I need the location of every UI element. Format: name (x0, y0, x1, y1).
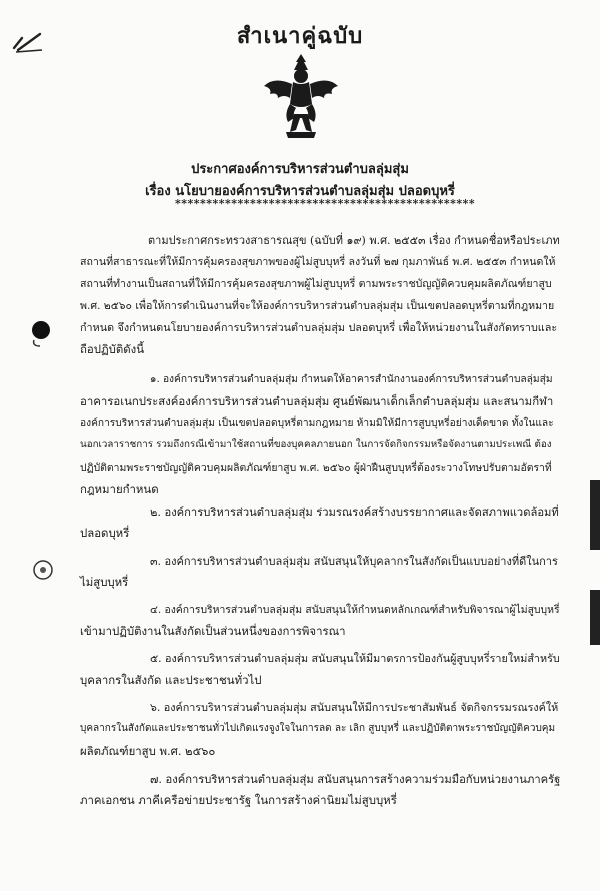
intro-line: ตามประกาศกระทรวงสาธารณสุข (ฉบับที่ ๑๙) พ.ศ. ๒๕๕๓ เรื่อง กำหนดชื่อหรือประเภท (148, 234, 560, 247)
policy-item-line: นอกเวลาราชการ รวมถึงกรณีเข้ามาใช้สถานที่ของบุคคลภายนอก ในการจัดกิจกรรมหรือจัดงานตามประเพณี ต้อง (80, 439, 552, 450)
policy-item-line: ๔. องค์การบริหารส่วนตำบลลุ่มสุ่ม สนับสนุนให้กำหนดหลักเกณฑ์สำหรับพิจารณาผู้ไม่สูบบุหรี่ (150, 604, 560, 616)
policy-item-line: ๓. องค์การบริหารส่วนตำบลลุ่มสุ่ม สนับสนุนให้บุคลากรในสังกัดเป็นแบบอย่างที่ดีในการ (150, 555, 558, 568)
policy-item-line: บุคลากรในสังกัด และประชาชนทั่วไป (80, 673, 262, 687)
garuda-emblem-icon (260, 52, 342, 140)
policy-item-line: ๖. องค์การบริหารส่วนตำบลลุ่มสุ่ม สนับสนุนให้มีการประชาสัมพันธ์ จัดกิจกรรมรณรงค์ให้ (150, 701, 559, 714)
policy-item-line: ๒. องค์การบริหารส่วนตำบลลุ่มสุ่ม ร่วมรณรงค์สร้างบรรยากาศและจัดสภาพแวดล้อมที่ (150, 506, 559, 519)
policy-item-line: องค์การบริหารส่วนตำบลลุ่มสุ่ม เป็นเขตปลอดบุหรี่ตามกฎหมาย ห้ามมิให้มีการสูบบุหรี่อย่างเด็ดขาด ทั้งในและ (80, 418, 554, 429)
policy-item-line: ๕. องค์การบริหารส่วนตำบลลุ่มสุ่ม สนับสนุนให้มีมาตรการป้องกันผู้สูบบุหรี่รายใหม่สำหรับ (150, 652, 560, 665)
policy-item-line: กฎหมายกำหนด (80, 482, 159, 496)
punch-hole-icon (28, 318, 54, 348)
intro-line: สถานที่ทำงานเป็นสถานที่ให้มีการคุ้มครองสุขภาพผู้ไม่สูบบุหรี่ ตามพระราชบัญญัติควบคุมผลิตภัณฑ์ยาสูบ (80, 278, 552, 290)
policy-item-line: ๗. องค์การบริหารส่วนตำบลลุ่มสุ่ม สนับสนุนการสร้างความร่วมมือกับหน่วยงานภาครัฐ (150, 773, 561, 786)
copy-stamp-title: สำเนาคู่ฉบับ (236, 23, 364, 49)
punch-hole-icon (30, 556, 56, 586)
policy-item-line: ผลิตภัณฑ์ยาสูบ พ.ศ. ๒๕๖๐ (80, 744, 216, 758)
policy-item-line: บุคลากรในสังกัดและประชาชนทั่วไปเกิดแรงจูงใจในการลด ละ เลิก สูบบุหรี่ และปฏิบัติตาพระราชบัญญัติควบคุม (80, 723, 556, 734)
policy-item-line: ปลอดบุหรี่ (80, 526, 130, 540)
policy-item-line: อาคารอเนกประสงค์องค์การบริหารส่วนตำบลลุ่มสุ่ม ศูนย์พัฒนาเด็กเล็กตำบลลุ่มสุ่ม และสนามกีฬา (80, 394, 554, 408)
policy-item-line: เข้ามาปฏิบัติงานในสังกัดเป็นส่วนหนึ่งของการพิจารณา (80, 624, 346, 638)
policy-item-line: ปฏิบัติตามพระราชบัญญัติควบคุมผลิตภัณฑ์ยาสูบ พ.ศ. ๒๕๖๐ ผู้ฝ่าฝืนสูบบุหรี่ต้องระวางโทษปรับตามอัตราที่ (80, 462, 552, 474)
intro-line: กำหนด จึงกำหนดนโยบายองค์การบริหารส่วนตำบลลุ่มสุ่ม ปลอดบุหรี่ เพื่อให้หน่วยงานในสังกัดทราบและ (80, 321, 558, 334)
policy-item-line: ภาคเอกชน ภาคีเครือข่ายประชารัฐ ในการสร้างค่านิยมไม่สูบบุหรี่ (80, 793, 397, 807)
scan-edge-mark (590, 480, 600, 550)
scan-edge-mark (590, 590, 600, 645)
announcement-subject: เรื่อง นโยบายองค์การบริหารส่วนตำบลลุ่มสุ่ม ปลอดบุหรี่ (145, 184, 455, 199)
announcement-heading: ประกาศองค์การบริหารส่วนตำบลลุ่มสุ่ม (191, 162, 409, 177)
policy-item-line: ๑. องค์การบริหารส่วนตำบลลุ่มสุ่ม กำหนดให้อาคารสำนักงานองค์การบริหารส่วนตำบลลุ่มสุ่ม (150, 374, 553, 385)
intro-line: พ.ศ. ๒๕๖๐ เพื่อให้การดำเนินงานที่จะให้องค์การบริหารส่วนตำบลลุ่มสุ่ม เป็นเขตปลอดบุหรี่ตามที่กฎหมาย (80, 300, 555, 312)
intro-line: สถานที่สาธารณะที่ให้มีการคุ้มครองสุขภาพของผู้ไม่สูบบุหรี่ ลงวันที่ ๒๗ กุมภาพันธ์ พ.ศ. ๒๕๕๓ กำหนดให้ (80, 256, 556, 268)
intro-line: ถือปฏิบัติดังนี้ (80, 342, 144, 356)
asterisk-divider: ************************************************ (175, 197, 476, 210)
policy-item-line: ไม่สูบบุหรี่ (80, 575, 129, 589)
